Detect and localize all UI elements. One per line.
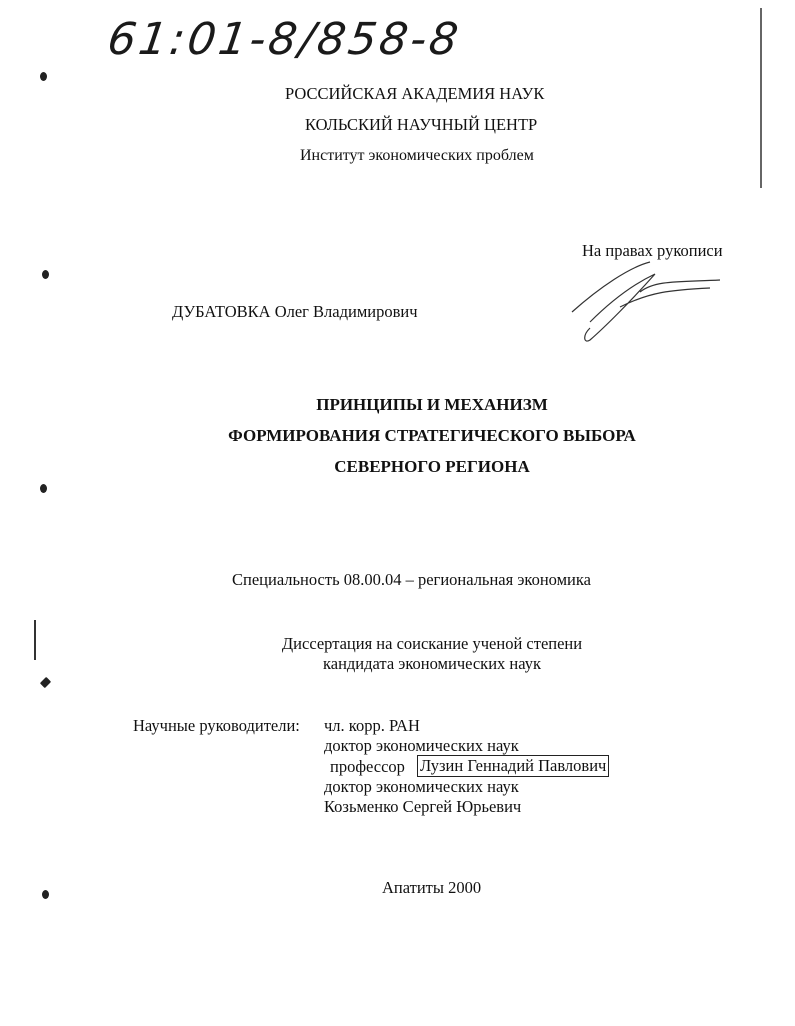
supervisor-2-degree: доктор экономических наук: [324, 777, 519, 796]
supervisor-1-title: чл. корр. РАН: [324, 716, 420, 735]
scan-edge-line: [760, 8, 762, 188]
title-line-3: СЕВЕРНОГО РЕГИОНА: [334, 457, 530, 476]
city-year: Апатиты 2000: [382, 878, 482, 897]
institute-name: Институт экономических проблем: [300, 147, 534, 164]
title-line-1: ПРИНЦИПЫ И МЕХАНИЗМ: [316, 395, 548, 414]
author-name: ДУБАТОВКА Олег Владимирович: [172, 302, 418, 321]
dissertation-line-1: Диссертация на соискание ученой степени: [281, 634, 583, 653]
supervisor-1-name: Лузин Геннадий Павлович: [417, 755, 609, 777]
signature-mark: [560, 252, 730, 347]
binder-mark: [40, 677, 51, 688]
manuscript-note: На правах рукописи: [582, 241, 723, 260]
binder-mark: [40, 72, 47, 81]
supervisors-label: Научные руководители:: [133, 716, 300, 735]
supervisor-1-degree: доктор экономических наук: [324, 736, 519, 755]
scan-edge-line: [34, 620, 36, 660]
specialty: Специальность 08.00.04 – региональная экономика: [232, 570, 591, 589]
binder-mark: [42, 270, 49, 279]
scientific-center-name: КОЛЬСКИЙ НАУЧНЫЙ ЦЕНТР: [305, 115, 538, 134]
handwritten-catalog-code: 61:01-8/858-8: [104, 14, 464, 65]
supervisor-1-position: профессор: [330, 757, 405, 776]
supervisor-2-name: Козьменко Сергей Юрьевич: [324, 797, 522, 816]
title-line-2: ФОРМИРОВАНИЯ СТРАТЕГИЧЕСКОГО ВЫБОРА: [228, 426, 636, 445]
academy-name: РОССИЙСКАЯ АКАДЕМИЯ НАУК: [285, 84, 545, 103]
dissertation-line-2: кандидата экономических наук: [322, 654, 541, 673]
binder-mark: [40, 484, 47, 493]
binder-mark: [42, 890, 49, 899]
